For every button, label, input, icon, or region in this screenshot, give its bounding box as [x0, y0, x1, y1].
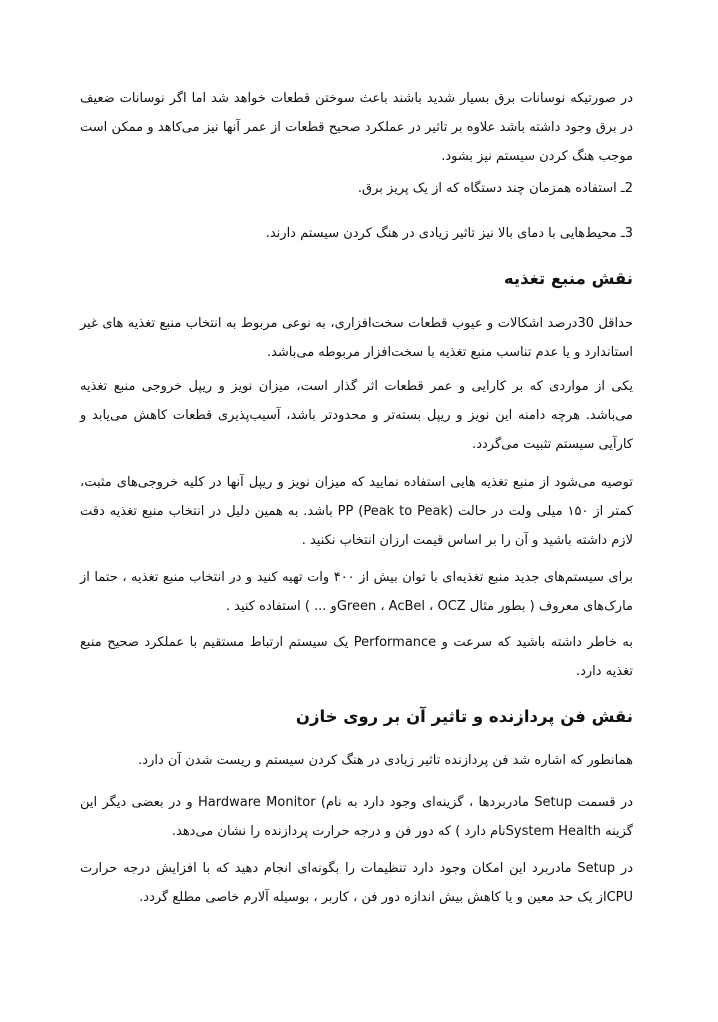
- paragraph-setup-alarm: در Setup مادربرد این امکان وجود دارد تنظیمات را بگونه‌ای انجام دهید که با افزایش درجه حرارت CPUاز یک حد معین و یا کاهش بیش اندازه دور فن ، کاربر ، بوسیله آلارم خاصی مطلع گردد.: [80, 861, 634, 905]
- paragraph-performance: به خاطر داشته باشید که سرعت و Performance یک سیستم ارتباط مستقیم با عملکرد صحیح منبع تغذیه دارد.: [80, 635, 633, 679]
- paragraph-recommendation: توصیه می‌شود از منبع تغذیه هایی استفاده نمایید که میزان نویز و ریپل آنها در کلیه خروجی‌های مثبت، کمتر از ۱۵۰ میلی ولت در حالت (Peak to Peak) PP باشد. به همین دلیل در انتخاب منبع تغذیه دقت لازم داشته باشید و آن را بر اساس قیمت ارزان انتخاب نکنید .: [80, 475, 633, 548]
- section-title-power-supply: نقش منبع تغذیه: [503, 269, 633, 288]
- list-item-shared-outlet: 2ـ استفاده همزمان چند دستگاه که از یک پریز برق.: [357, 181, 633, 196]
- list-item-high-temperature: 3ـ محیط‌هایی با دمای بالا نیز تاثیر زیادی در هنگ کردن سیستم دارند.: [265, 226, 633, 241]
- paragraph-noise-ripple: یکی از مواردی که بر کارایی و عمر قطعات اثر گذار است، میزان نویز و ریپل خروجی منبع تغذیه می‌باشد. هرچه دامنه این نویز و ریپل بسته‌تر و محدودتر باشد، آسیب‌پذیری قطعات کاهش می‌یابد و کارآیی سیستم تثبیت می‌گردد.: [80, 379, 633, 452]
- paragraph-hardware-faults: حداقل 30درصد اشکالات و عیوب قطعات سخت‌افزاری، به نوعی مربوط به انتخاب منبع تغذیه های غیر استاندارد و یا عدم تناسب منبع تغذیه با سخت‌افزار مربوطه می‌باشد.: [80, 316, 633, 360]
- paragraph-fan-impact: همانطور که اشاره شد فن پردازنده تاثیر زیادی در هنگ کردن سیستم و ریست شدن آن دارد.: [138, 753, 633, 768]
- paragraph-brands: برای سیستم‌های جدید منبع تغذیه‌ای با توان بیش از ۴۰۰ وات تهیه کنید و در انتخاب منبع تغذیه ، حتما از مارک‌های معروف ( بطور مثال Green ، AcBel ، OCZو ... ) استفاده کنید .: [80, 570, 633, 614]
- paragraph-hardware-monitor: در قسمت Setup مادربردها ، گزینه‌ای وجود دارد به نام) Hardware Monitor و در بعضی دیگر این گزینه System Healthنام دارد ) که دور فن و درجه حرارت پردازنده را نشان می‌دهد.: [80, 795, 633, 839]
- paragraph-voltage-fluctuations: در صورتیکه نوسانات برق بسیار شدید باشند باعث سوختن قطعات خواهد شد اما اگر نوسانات ضعیف در برق وجود داشته باشد علاوه بر تاثیر در عملکرد صحیح قطعات از عمر آنها نیز می‌کاهد و ممکن است موجب هنگ کردن سیستم نیز بشود.: [80, 91, 633, 164]
- section-title-cpu-fan: نقش فن پردازنده و تاثیر آن بر روی خازن: [295, 707, 633, 726]
